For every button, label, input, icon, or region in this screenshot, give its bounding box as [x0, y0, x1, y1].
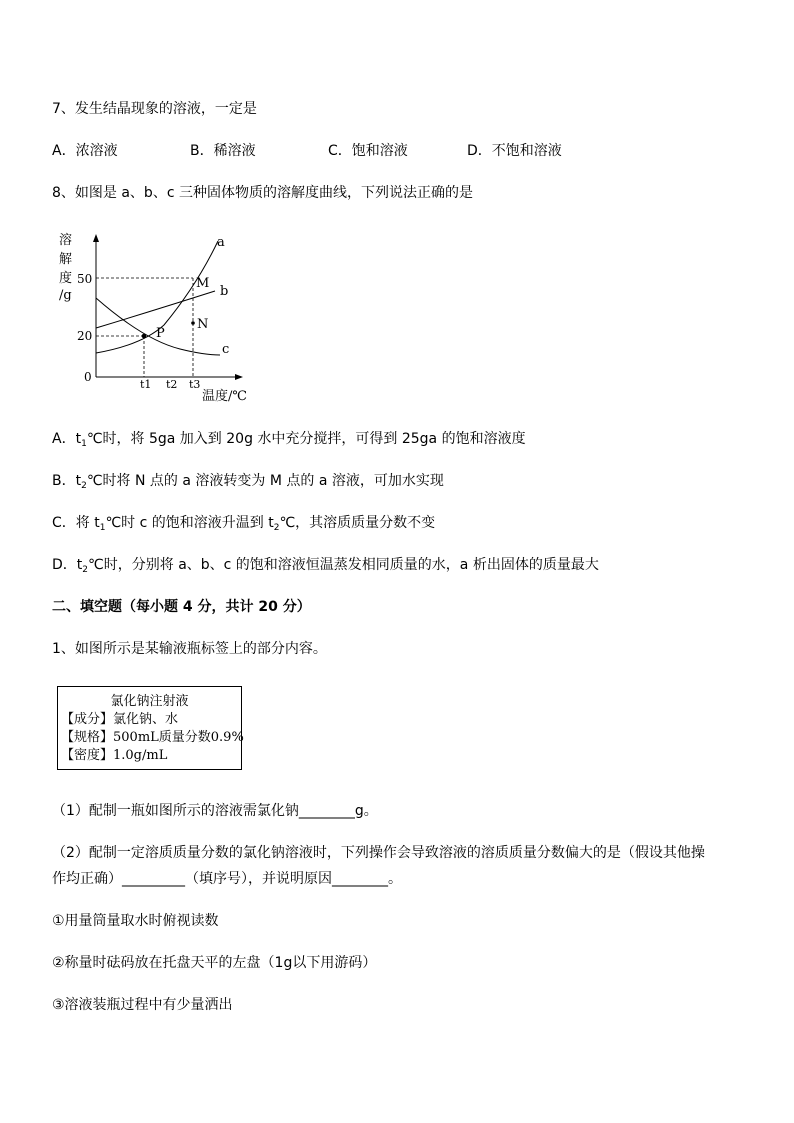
fq1-item-2: ②称量时砝码放在托盘天平的左盘（1g以下用游码）: [52, 955, 377, 971]
label-row-density: 【密度】1.0g/mL: [61, 748, 168, 763]
q8-option-a: A．$t_1℃$时，将 5ga 加入到 20g 水中充分搅拌，可得到 25ga 的饱和溶液度: [52, 431, 526, 449]
q7-option-a: A．浓溶液: [52, 143, 118, 159]
fq1-item-1: ①用量筒量取水时俯视读数: [52, 913, 219, 929]
label-row-specification: 【规格】500mL质量分数0.9%: [61, 730, 244, 745]
q8-option-c: C．将 $t_1℃$时 c 的饱和溶液升温到 $t_2℃$，其溶质质量分数不变: [52, 515, 436, 533]
ylabel-char-4: /g: [59, 288, 72, 303]
q7-stem: 7、发生结晶现象的溶液，一定是: [52, 101, 257, 117]
ylabel-char-2: 解: [59, 252, 73, 267]
curve-label-b: b: [220, 284, 229, 299]
ylabel-char-1: 溶: [59, 233, 73, 248]
xlabel: 温度/℃: [202, 389, 247, 404]
section-2-title: 二、填空题（每小题 4 分，共计 20 分）: [52, 599, 311, 615]
curve-label-a: a: [217, 235, 225, 250]
fq1-sub2-line2: 作均正确）_________（填序号），并说明原因________。: [52, 871, 402, 887]
ytick-20: 20: [77, 329, 93, 343]
q7-option-d: D．不饱和溶液: [467, 143, 562, 159]
point-label-p: P: [156, 326, 165, 341]
fq1-stem: 1、如图所示是某输液瓶标签上的部分内容。: [52, 641, 327, 657]
solubility-curve-graph: [52, 225, 262, 405]
curve-label-c: c: [222, 342, 230, 357]
xtick-t2: t2: [166, 378, 178, 391]
q8-option-d: D．$t_2℃$时，分别将 a、b、c 的饱和溶液恒温蒸发相同质量的水，a 析出固体的质量最大: [52, 557, 599, 575]
ytick-50: 50: [77, 272, 93, 286]
y-axis-arrow: [93, 234, 99, 242]
q8-stem: 8、如图是 a、b、c 三种固体物质的溶解度曲线，下列说法正确的是: [52, 185, 473, 201]
q7-option-c: C．饱和溶液: [328, 143, 408, 159]
label-title: 氯化钠注射液: [110, 694, 189, 709]
x-axis-arrow: [235, 374, 243, 380]
q7-option-b: B．稀溶液: [190, 143, 256, 159]
point-label-n: N: [197, 317, 209, 332]
ytick-0: 0: [84, 370, 92, 384]
point-p: [142, 334, 147, 339]
label-row-composition: 【成分】氯化钠、水: [61, 712, 179, 727]
ylabel-char-3: 度: [59, 271, 73, 286]
fq1-item-3: ③溶液装瓶过程中有少量洒出: [52, 997, 233, 1013]
fq1-sub1: （1）配制一瓶如图所示的溶液需氯化钠________g。: [52, 803, 378, 819]
fq1-sub2-line1: （2）配制一定溶质质量分数的氯化钠溶液时，下列操作会导致溶液的溶质质量分数偏大的是（假设其他操: [52, 845, 705, 861]
point-n: [191, 321, 195, 325]
q8-option-b: B．$t_2℃$时将 N 点的 a 溶液转变为 M 点的 a 溶液，可加水实现: [52, 473, 444, 491]
xtick-t1: t1: [140, 378, 152, 391]
point-label-m: M: [196, 276, 210, 291]
xtick-t3: t3: [189, 378, 201, 391]
infusion-bottle-label: [57, 686, 242, 770]
